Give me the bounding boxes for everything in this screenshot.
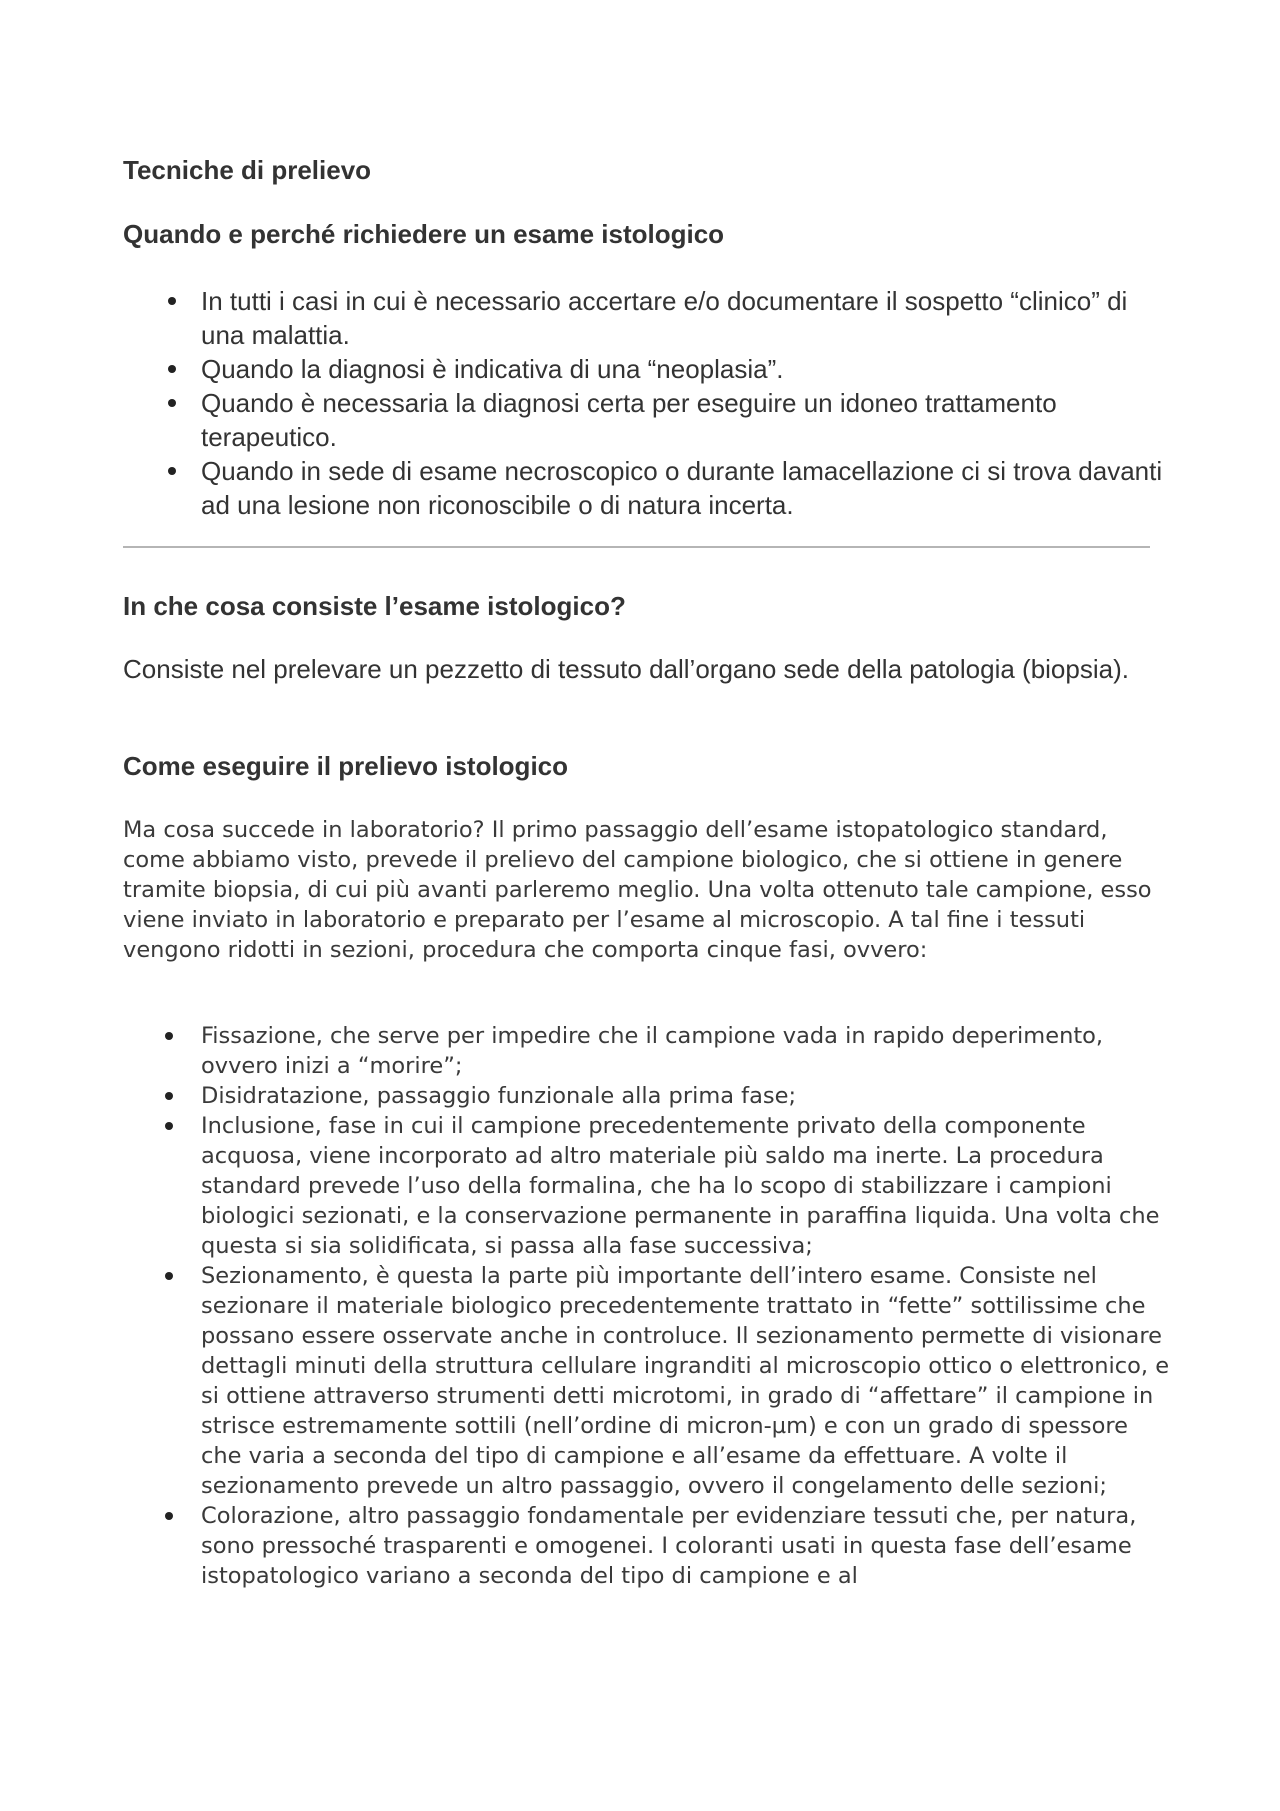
list-item-text: Quando è necessaria la diagnosi certa per eseguire un idoneo trattamento terapeutico. bbox=[201, 388, 1057, 452]
bullet-icon bbox=[168, 365, 176, 373]
phases-list bbox=[123, 1021, 1173, 1591]
list-item bbox=[123, 386, 1163, 454]
when-list bbox=[123, 284, 1163, 522]
list-item-text: Sezionamento, è questa la parte più importante dell’intero esame. Consiste nel sezionare il materiale biologico precedentemente trattato in “fette” sottilissime che possano essere osservate anche in controluce. Il sezionamento permette di visionare dettagli minuti della struttura cellulare ingranditi al microscopio ottico o elettronico, e si ottiene attraverso strumenti detti microtomi, in grado di “affettare” il campione in strisce estremamente sottili (nell’ordine di micron-µm) e con un grado di spessore che varia a seconda del tipo di campione e all’esame da effettuare. A volte il sezionamento prevede un altro passaggio, ovvero il congelamento delle sezioni; bbox=[201, 1263, 1170, 1499]
bullet-icon bbox=[168, 297, 176, 305]
consiste-paragraph: Consiste nel prelevare un pezzetto di tessuto dall’organo sede della patologia (biopsia). bbox=[123, 654, 1129, 684]
list-item-text: Disidratazione, passaggio funzionale alla prima fase; bbox=[201, 1083, 797, 1109]
bullet-icon bbox=[165, 1092, 173, 1100]
heading-when-why: Quando e perché richiedere un esame istologico bbox=[123, 219, 725, 249]
bullet-icon bbox=[168, 467, 176, 475]
bullet-icon bbox=[165, 1512, 173, 1520]
lab-intro-paragraph: Ma cosa succede in laboratorio? Il primo passaggio dell’esame istopatologico standard, come abbiamo visto, prevede il prelievo del campione biologico, che si ottiene in genere tramite biopsia, di cui più avanti parleremo meglio. Una volta ottenuto tale campione, esso viene inviato in laboratorio e preparato per l’esame al microscopio. A tal fine i tessuti vengono ridotti in sezioni, procedura che comporta cinque fasi, ovvero: bbox=[123, 817, 1152, 963]
list-item-text: In tutti i casi in cui è necessario accertare e/o documentare il sospetto “clinico” di una malattia. bbox=[201, 286, 1128, 350]
bullet-icon bbox=[165, 1122, 173, 1130]
list-item bbox=[123, 1501, 1173, 1591]
list-item-text: Quando la diagnosi è indicativa di una “neoplasia”. bbox=[201, 354, 784, 384]
list-item-text: Inclusione, fase in cui il campione precedentemente privato della componente acquosa, viene incorporato ad altro materiale più saldo ma inerte. La procedura standard prevede l’uso della formalina, che ha lo scopo di stabilizzare i campioni biologici sezionati, e la conservazione permanente in paraffina liquida. Una volta che questa si sia solidificata, si passa alla fase successiva; bbox=[201, 1113, 1160, 1259]
list-item-text: Fissazione, che serve per impedire che il campione vada in rapido deperimento, ovvero inizi a “morire”; bbox=[201, 1023, 1104, 1079]
document-title: Tecniche di prelievo bbox=[123, 155, 372, 185]
bullet-icon bbox=[168, 399, 176, 407]
list-item bbox=[123, 352, 1163, 386]
bullet-icon bbox=[165, 1032, 173, 1040]
heading-how-to: Come eseguire il prelievo istologico bbox=[123, 751, 569, 781]
heading-what-is: In che cosa consiste l’esame istologico? bbox=[123, 591, 626, 621]
list-item bbox=[123, 284, 1163, 352]
list-item-text: Quando in sede di esame necroscopico o durante lamacellazione ci si trova davanti ad una lesione non riconoscibile o di natura incerta. bbox=[201, 456, 1163, 520]
list-item bbox=[123, 1261, 1173, 1501]
list-item-text: Colorazione, altro passaggio fondamentale per evidenziare tessuti che, per natura, sono pressoché trasparenti e omogenei. I coloranti usati in questa fase dell’esame istopatologico variano a seconda del tipo di campione e al bbox=[201, 1503, 1137, 1589]
horizontal-divider bbox=[123, 546, 1150, 548]
list-item bbox=[123, 454, 1163, 522]
list-item bbox=[123, 1081, 1173, 1111]
list-item bbox=[123, 1021, 1173, 1081]
bullet-icon bbox=[165, 1272, 173, 1280]
list-item bbox=[123, 1111, 1173, 1261]
